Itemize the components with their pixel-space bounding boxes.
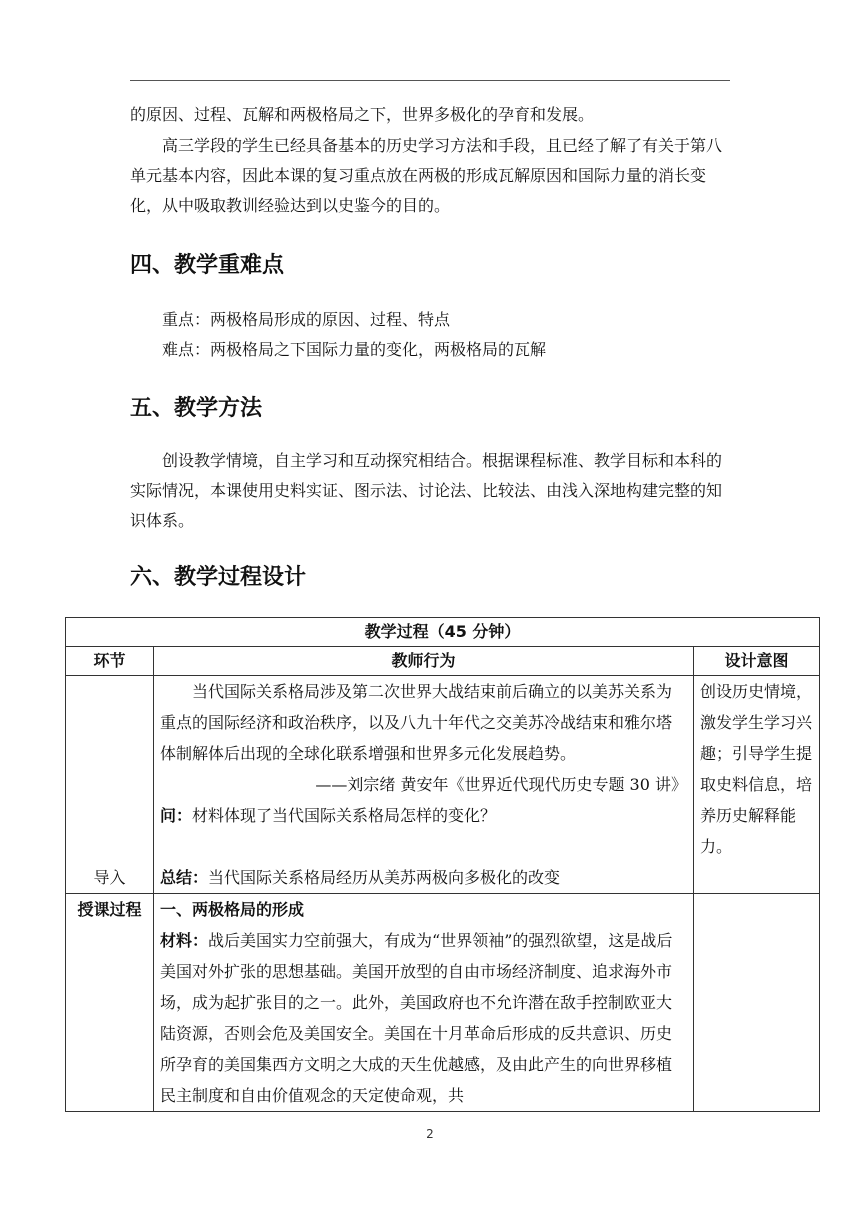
stage-cell: 授课过程 [66, 894, 154, 1112]
quote-text: 当代国际关系格局涉及第二次世界大战结束前后确立的以美苏关系为重点的国际经济和政治秩序，以及八九十年代之交美苏冷战结束和雅尔塔体制解体后出现的全球化联系增强和世界多元化发展趋势。 [160, 682, 673, 763]
section-5-title: 五、教学方法 [130, 396, 263, 421]
question-text: 材料体现了当代国际关系格局怎样的变化？ [192, 806, 497, 825]
table-caption: 教学过程（45 分钟） [66, 618, 820, 647]
key-point: 重点：两极格局形成的原因、过程、特点 [162, 310, 451, 329]
section-6-title: 六、教学过程设计 [130, 565, 307, 590]
teacher-action-cell [154, 676, 694, 894]
process-table [65, 617, 820, 1112]
summary-text: 当代国际关系格局经历从美苏两极向多极化的改变 [208, 868, 561, 887]
quote-source: ——刘宗绪 黄安年《世界近代现代历史专题 30 讲》 [315, 775, 687, 794]
teacher-action-cell [154, 894, 694, 1112]
design-intent-cell: 创设历史情境，激发学生学习兴趣；引导学生提取史料信息，培养历史解释能力。 [694, 676, 820, 894]
header-stage: 环节 [66, 647, 154, 676]
header-rule [130, 80, 730, 81]
header-design-intent: 设计意图 [694, 647, 820, 676]
intro-paragraph: 高三学段的学生已经具备基本的历史学习方法和手段，且已经了解了有关于第八单元基本内容，因此本课的复习重点放在两极的形成瓦解原因和国际力量的消长变化，从中吸取教训经验达到以史鉴今的目的。 [130, 136, 723, 215]
table-row [66, 894, 820, 1112]
summary-line [160, 862, 687, 893]
section-4-title: 四、教学重难点 [130, 253, 285, 278]
material-text: 战后美国实力空前强大，有成为“世界领袖”的强烈欲望，这是战后美国对外扩张的思想基础。美国开放型的自由市场经济制度、追求海外市场，成为起扩张目的之一。此外，美国政府也不允许潜在敌手控制欧亚大陆资源，否则会危及美国安全。美国在十月革命后形成的反共意识、历史所孕育的美国集西方文明之大成的天生优越感，及由此产生的向世界移植民主制度和自由价值观念的天定使命观，共 [160, 931, 673, 1105]
stage-cell: 导入 [66, 676, 154, 894]
material-line [160, 925, 687, 1111]
difficult-point: 难点：两极格局之下国际力量的变化，两极格局的瓦解 [162, 340, 547, 359]
page-number: 2 [426, 1127, 434, 1141]
question-label: 问： [160, 806, 193, 825]
table-row [66, 676, 820, 894]
lesson-subtitle: 一、两极格局的形成 [160, 900, 305, 919]
material-label: 材料： [160, 931, 209, 950]
intro-line: 的原因、过程、瓦解和两极格局之下，世界多极化的孕育和发展。 [130, 105, 595, 124]
question-line [160, 800, 687, 831]
header-teacher-action: 教师行为 [154, 647, 694, 676]
method-paragraph: 创设教学情境，自主学习和互动探究相结合。根据课程标准、教学目标和本科的实际情况，本课使用史料实证、图示法、讨论法、比较法、由浅入深地构建完整的知识体系。 [130, 451, 723, 530]
summary-label: 总结： [160, 868, 209, 887]
design-intent-cell [694, 894, 820, 1112]
